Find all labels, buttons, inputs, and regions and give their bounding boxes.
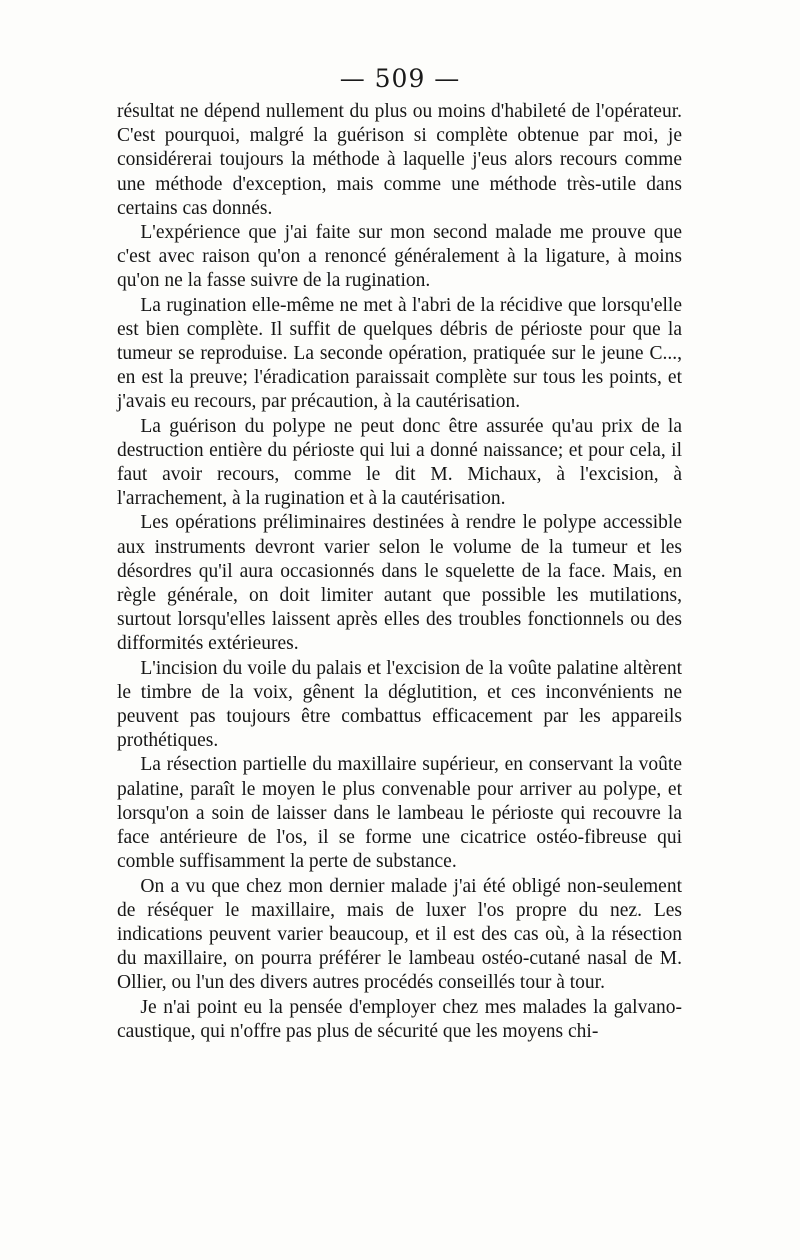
page-number: — 509 — xyxy=(339,64,461,93)
body-text xyxy=(117,100,682,1044)
paragraph-2: L'expérience que j'ai faite sur mon second malade me prouve que c'est avec raison qu'on a renoncé généralement à la ligature, à moins qu'on ne la fasse suivre de la rugination. xyxy=(117,222,682,292)
paragraph-9: Je n'ai point eu la pensée d'employer chez mes malades la galvano-caustique, qui n'offre pas plus de sécurité que les moyens chi- xyxy=(117,996,682,1042)
paragraph-8: On a vu que chez mon dernier malade j'ai été obligé non-seulement de réséquer le maxillaire, mais de luxer l'os propre du nez. Les indications peuvent varier beaucoup, et il est des cas où, à la résection du maxillaire, on pourra préférer le lambeau ostéo-cutané nasal de M. Ollier, ou l'un des divers autres procédés conseillés tour à tour. xyxy=(117,875,682,994)
paragraph-5: Les opérations préliminaires destinées à rendre le polype accessible aux instruments devront varier selon le volume de la tumeur et les désordres qu'il aura occasionnés dans le squelette de la face. Mais, en règle générale, on doit limiter autant que possible les mutilations, surtout lorsqu'elles laissent après elles des troubles fonctionnels ou des difformités extérieures. xyxy=(117,512,682,655)
paragraph-3: La rugination elle-même ne met à l'abri de la récidive que lorsqu'elle est bien complète. Il suffit de quelques débris de périoste pour que la tumeur se reproduise. La seconde opération, pratiquée sur le jeune C..., en est la preuve; l'éradication paraissait complète sur tous les points, et j'avais eu recours, par précaution, à la cautérisation. xyxy=(117,294,682,413)
paragraph-6: L'incision du voile du palais et l'excision de la voûte palatine altèrent le timbre de la voix, gênent la déglutition, et ces inconvénients ne peuvent pas toujours être combattus efficacement par les appareils prothétiques. xyxy=(117,657,682,752)
paragraph-4: La guérison du polype ne peut donc être assurée qu'au prix de la destruction entière du périoste qui lui a donné naissance; et pour cela, il faut avoir recours, comme le dit M. Michaux, à l'excision, à l'arrachement, à la rugination et à la cautérisation. xyxy=(117,415,682,510)
paragraph-7: La résection partielle du maxillaire supérieur, en conservant la voûte palatine, paraît le moyen le plus convenable pour arriver au polype, et lorsqu'on a soin de laisser dans le lambeau le périoste qui recouvre la face antérieure de l'os, il se forme une cicatrice ostéo-fibreuse qui comble suffisamment la perte de substance. xyxy=(117,754,682,873)
paragraph-1: résultat ne dépend nullement du plus ou moins d'habileté de l'opérateur. C'est pourquoi, malgré la guérison si complète obtenue par moi, je considérerai toujours la méthode à laquelle j'eus alors recours comme une méthode d'exception, mais comme une méthode très-utile dans certains cas donnés. xyxy=(117,101,682,219)
